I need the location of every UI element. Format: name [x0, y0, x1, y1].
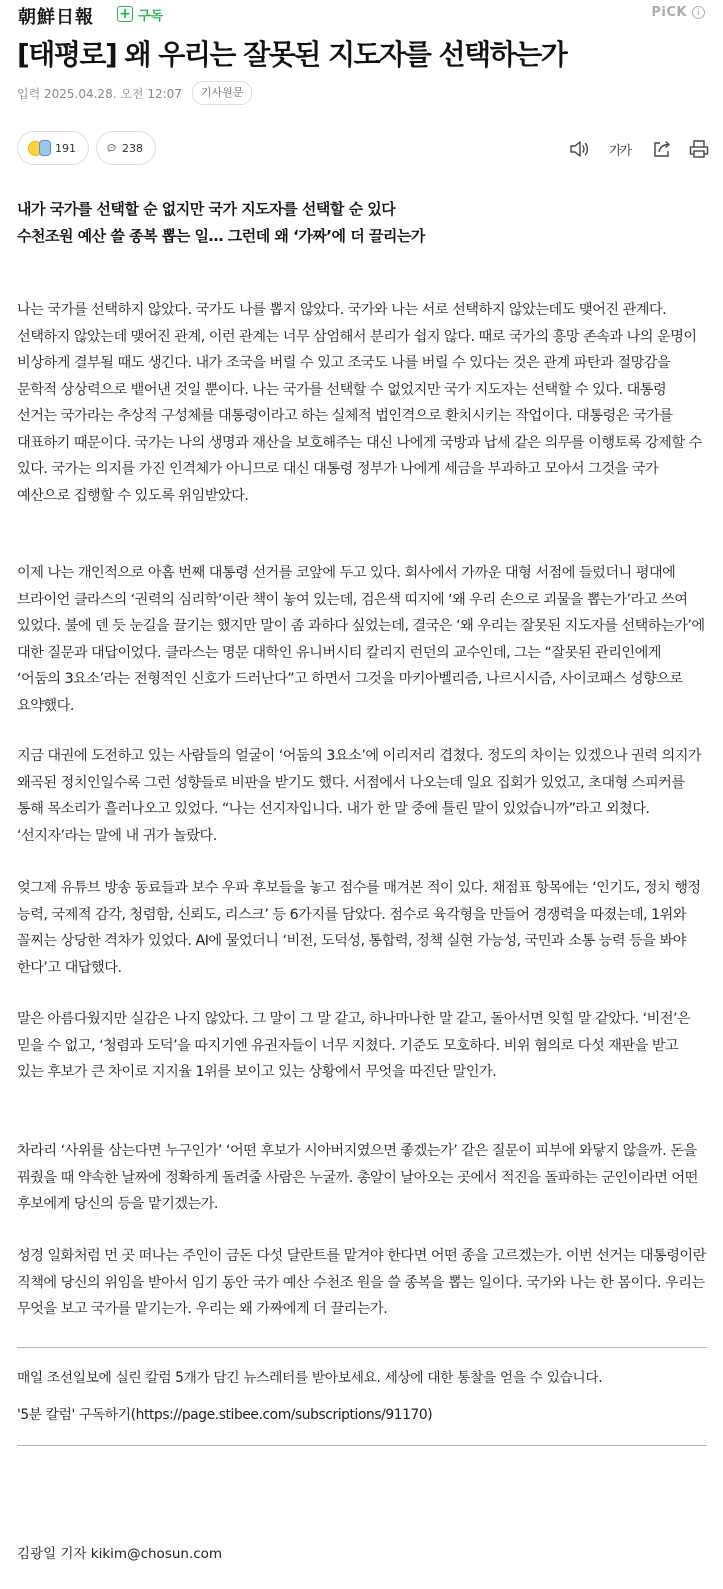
emoji-reaction-button[interactable] [17, 131, 89, 165]
subscribe-button[interactable] [117, 4, 163, 24]
body-paragraph: 나는 국가를 선택하지 않았다. 국가도 나를 뽑지 않았다. 국가와 나는 서로 선택하지 않았는데도 맺어진 관계다. 선택하지 않았는데 맺어진 관계, 이런 관계는 너무 삼엄해서 분리가 쉽지 않다. 때로 국가의 흥망 존속과 나의 운명이 비상하게 결부될 때도 생긴다. 내가 조국을 버릴 수 있고 조국도 나를 버릴 수 있다는 것은 관계 파탄과 절망감을 문학적 상상력으로 뱉어낸 것일 뿐이다. 나는 국가를 선택할 수 없었지만 국가 지도자는 선택할 수 있다. 대통령 선거는 국가라는 추상적 구성체를 대통령이라고 하는 실체적 법인격으로 환치시키는 작업이다. 대통령은 국가를 대표하기 때문이다. 국가는 나의 생명과 재산을 보호해주는 대신 나에게 국방과 납세 같은 의무를 이행토록 강제할 수 있다. 국가는 의지를 가진 인격체가 아니므로 대신 대통령 정부가 나에게 세금을 부과하고 모아서 그것을 국가 예산으로 집행할 수 있도록 위임받았다. [17, 302, 702, 504]
body-paragraph: 이제 나는 개인적으로 아홉 번째 대통령 선거를 코앞에 두고 있다. 회사에서 가까운 대형 서점에 들렀더니 평대에 브라이언 클라스의 ‘권력의 심리학’이란 책이 놓여 있는데, 검은색 띠지에 ‘왜 우리 손으로 괴물을 뽑는가’라고 쓰여 있었다. 불에 덴 듯 눈길을 끌기는 했지만 말이 좀 과하다 싶었는데, 결국은 ‘왜 우리는 잘못된 지도자를 선택하는가’에 대한 질문과 대답이었다. 클라스는 명문 대학인 유니버시티 칼리지 런던의 교수인데, 그는 “잘못된 관리인에게 ‘어둠의 3요소’라는 전형적인 신호가 드러난다”고 하면서 그것을 마키아벨리즘, 나르시시즘, 사이코패스 성향으로 요약했다. [17, 565, 705, 714]
divider [17, 1347, 707, 1348]
dateline [17, 81, 252, 105]
newsletter-subscribe-link[interactable]: '5분 칼럼' 구독하기(https://page.stibee.com/subscriptions/91170) [17, 1407, 433, 1423]
summary-line: 수천조원 예산 쓸 종복 뽑는 일… 그런데 왜 ‘가짜’에 더 끌리는가 [17, 227, 425, 245]
speaker-icon[interactable] [568, 139, 590, 159]
publish-date: 입력 2025.04.28. 오전 12:07 [17, 86, 182, 101]
divider [17, 1445, 707, 1446]
reporter-byline: 김광일 기자 kikim@chosun.com [17, 1546, 223, 1562]
pick-label[interactable]: PiCK [651, 5, 687, 20]
body-paragraph: 엊그제 유튜브 방송 동료들과 보수 우파 후보들을 놓고 점수를 매겨본 적이 있다. 채점표 항목에는 ‘인기도, 정치 행정 능력, 국제적 감각, 청렴함, 신뢰도, 리스크’ 등 6가지를 담았다. 점수로 육각형을 만들어 경쟁력을 따졌는데, 1위와 꼴찌는 상당한 격차가 있었다. AI에 물었더니 ‘비전, 도덕성, 통합력, 정책 실현 가능성, 국민과 소통 능력 등을 봐야 한다’고 대답했다. [17, 880, 701, 976]
comment-icon [107, 140, 116, 156]
top-bar [0, 0, 723, 30]
comment-count: 238 [122, 141, 143, 155]
comment-button[interactable] [96, 131, 156, 165]
info-icon[interactable]: i [692, 6, 705, 19]
emoji-reaction-count: 191 [55, 141, 76, 155]
body-paragraph: 말은 아름다웠지만 실감은 나지 않았다. 그 말이 그 말 같고, 하나마나한 말 같고, 돌아서면 잊힐 말 같았다. ‘비전’은 믿을 수 없고, ‘청렴과 도덕’을 따지기엔 유권자들이 너무 지쳤다. 기준도 모호하다. 비위 혐의로 다섯 재판을 받고 있는 후보가 큰 차이로 지지율 1위를 보이고 있는 상황에서 무엇을 따진단 말인가. [17, 1011, 691, 1080]
summary-line: 내가 국가를 선택할 순 없지만 국가 지도자를 선택할 순 있다 [17, 200, 396, 218]
original-article-link[interactable]: 기사원문 [192, 81, 253, 105]
font-size-button[interactable] [609, 140, 630, 159]
print-icon[interactable] [688, 139, 710, 159]
press-logo[interactable]: 朝鮮日報 [18, 7, 94, 28]
emoji-reaction-icon [28, 139, 49, 157]
article-title: [태평로] 왜 우리는 잘못된 지도자를 선택하는가 [17, 38, 567, 71]
body-paragraph: 차라리 ‘사위를 삼는다면 누구인가’ ‘어떤 후보가 시아버지였으면 좋겠는가’ 같은 질문이 피부에 와닿지 않을까. 돈을 꿔줬을 때 약속한 날짜에 정확하게 돌려줄 사람은 누굴까. 총알이 날아오는 곳에서 적진을 돌파하는 군인이라면 어떤 후보에게 당신의 등을 맡기겠는가. [17, 1143, 698, 1212]
body-paragraph: 성경 일화처럼 먼 곳 떠나는 주인이 금돈 다섯 달란트를 맡겨야 한다면 어떤 종을 고르겠는가. 이번 선거는 대통령이란 직책에 당신의 위임을 받아서 임기 동안 국가 예산 수천조 원을 쓸 종복을 뽑는 일이다. 국가와 나는 한 몸이다. 우리는 무엇을 보고 국가를 맡기는가. 우리는 왜 가짜에게 더 끌리는가. [17, 1248, 706, 1317]
plus-icon: + [117, 6, 133, 22]
article-summary [17, 196, 707, 250]
subscribe-label: 구독 [138, 8, 164, 24]
font-size-label: 가가 [609, 144, 631, 159]
newsletter-promo: 매일 조선일보에 실린 칼럼 5개가 담긴 뉴스레터를 받아보세요. 세상에 대한 통찰을 얻을 수 있습니다. [17, 1370, 603, 1386]
body-paragraph: 지금 대권에 도전하고 있는 사람들의 얼굴이 ‘어둠의 3요소’에 이리저리 겹쳤다. 정도의 차이는 있겠으나 권력 의지가 왜곡된 정치인일수록 그런 성향들로 비판을 받기도 했다. 서점에서 나오는데 일요 집회가 있었고, 초대형 스피커를 통해 목소리가 흘러나오고 있었다. “나는 선지자입니다. 내가 한 말 중에 틀린 말이 있었습니까”라고 외쳤다. ‘선지자’라는 말에 내 귀가 놀랐다. [17, 748, 702, 844]
share-icon[interactable] [651, 139, 673, 159]
